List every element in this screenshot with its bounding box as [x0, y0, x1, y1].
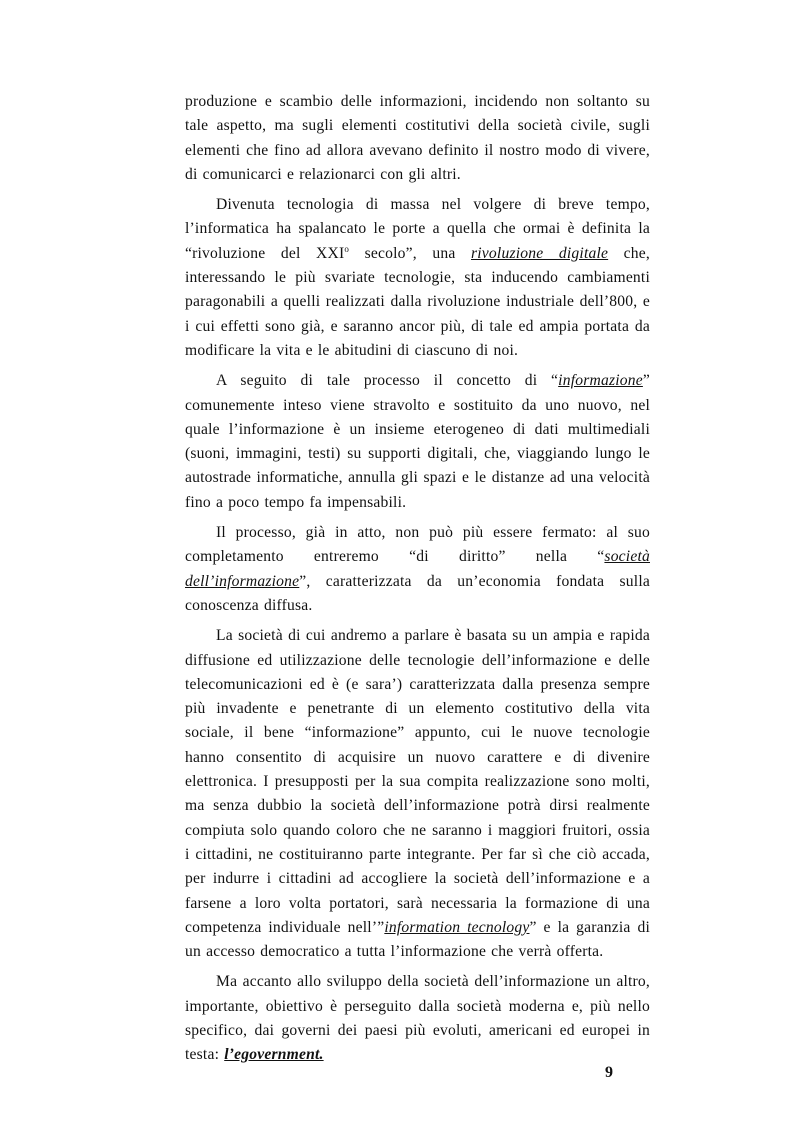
body-text [185, 90, 650, 1068]
text-run: Il processo, già in atto, non può più essere fermato: al suo completamento entreremo “di diritto” nella “ [185, 524, 650, 566]
text-run: che, interessando le più svariate tecnologie, sta inducendo cambiamenti paragonabili a quelli realizzati dalla rivoluzione industriale dell’800, e i cui effetti sono già, e saranno ancor più, di tale ed ampia portata da modificare la vita e le abitudini di ciascuno di noi. [185, 244, 650, 359]
page-number: 9 [605, 1064, 613, 1081]
paragraph-6 [185, 970, 650, 1067]
text-run: La società di cui andremo a parlare è basata su un ampia e rapida diffusione ed utilizzazione delle tecnologie dell’informazione e delle telecomunicazioni ed è (e sara’) caratterizzata dalla presenza sempre più invadente e penetrante di un elemento costitutivo della vita sociale, il bene “informazione” appunto, cui le nuove tecnologie hanno consentito di acquisire un nuovo carattere e di divenire elettronica. I presupposti per la sua compita realizzazione sono molti, ma senza dubbio la società dell’informazione potrà dirsi realmente compiuta solo quando coloro che ne saranno i maggiori fruitori, ossia i cittadini, ne costituiranno parte integrante. Per far sì che ciò accada, per indurre i cittadini ad accogliere la società dell’informazione e a farsene a loro volta portatori, sarà necessaria la formazione di una competenza individuale nell’” [185, 627, 650, 936]
emphasized-term: information tecnology [384, 918, 530, 936]
emphasized-term: rivoluzione digitale [471, 244, 609, 262]
text-run: A seguito di tale processo il concetto di “ [216, 372, 559, 390]
text-run: ” e la garanzia di un accesso democratico a tutta l’informazione che verrà offerta. [185, 918, 650, 961]
paragraph-5 [185, 624, 650, 964]
text-run: ” comunemente inteso viene stravolto e sostituito da uno nuovo, nel quale l’informazione è un insieme eterogeneo di dati multimediali (suoni, immagini, testi) su supporti digitali, che, viaggiando lungo le autostrade informatiche, annulla gli spazi e le distanze ad una velocità fino a poco tempo fa impensabili. [185, 372, 650, 511]
text-run: ”, caratterizzata da un’economia fondata sulla conoscenza diffusa. [185, 572, 650, 614]
emphasized-term: società dell’informazione [185, 548, 650, 590]
superscript: o [344, 243, 350, 254]
text-run: Divenuta tecnologia di massa nel volgere di breve tempo, l’informatica ha spalancato le porte a quella che ormai è definita la “rivoluzione del XXI [185, 196, 650, 262]
paragraph-1 [185, 90, 650, 187]
emphasized-term: l’egovernment. [224, 1046, 324, 1064]
emphasized-term: informazione [558, 372, 643, 390]
text-run: secolo”, una [349, 244, 471, 262]
text-run: produzione e scambio delle informazioni, incidendo non soltanto su tale aspetto, ma sugli elementi costitutivi della società civile, sugli elementi che fino ad allora avevano definito il nostro modo di vivere, di comunicarci e relazionarci con gli altri. [185, 93, 650, 183]
paragraph-4 [185, 521, 650, 618]
paragraph-2 [185, 193, 650, 363]
paragraph-3 [185, 369, 650, 515]
text-run: Ma accanto allo sviluppo della società dell’informazione un altro, importante, obiettivo è perseguito dalla società moderna e, più nello specifico, dai governi dei paesi più evoluti, americani ed europei in testa: [185, 973, 650, 1064]
